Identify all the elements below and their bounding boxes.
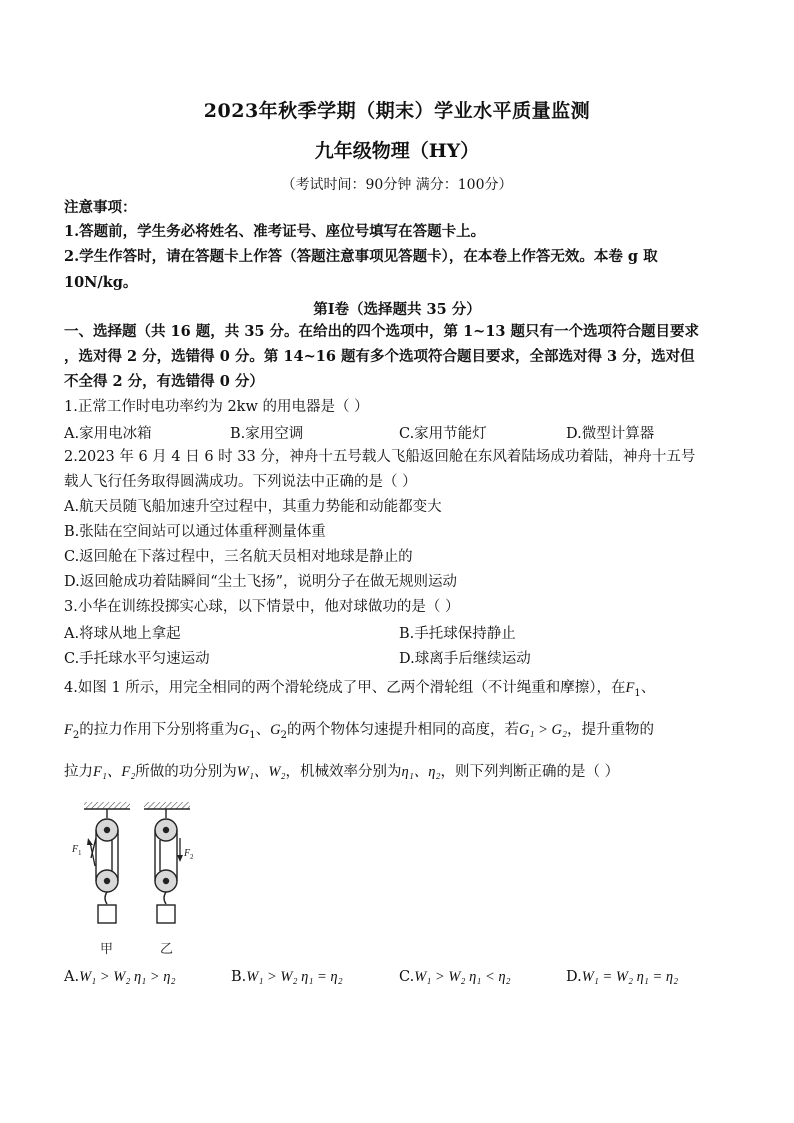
q1-option-c[interactable]: C.家用节能灯 <box>399 426 487 442</box>
q4-text-h: ，则下列判断正确的是（ ） <box>440 764 620 780</box>
pulley-system-right <box>155 809 177 923</box>
q4-var-g2-sub: 2 <box>280 729 287 741</box>
q4-option-a[interactable]: A.W₁ > W₂ η₁ > η₂ <box>64 969 176 985</box>
force-arrow-f1 <box>71 838 95 866</box>
f1-label: F <box>72 844 79 855</box>
section-intro: 一、选择题（共 16 题，共 35 分。在给出的四个选项中，第 1~13 题只有一个选项符合题目要求 <box>64 323 700 340</box>
q4-text-c: 的两个物体匀速提升相同的高度，若 <box>286 722 519 738</box>
q2-stem: 2.2023 年 6 月 4 日 6 时 33 分，神舟十五号载人飞船返回舱在东风着陆场成功着陆，神舟十五号 <box>64 449 696 465</box>
section-title: 第Ⅰ卷（选择题共 35 分） <box>313 301 481 318</box>
notice-item-2: 2.学生作答时，请在答题卡上作答（答题注意事项见答题卡），在本卷上作答无效。本卷 g 取 <box>64 248 658 265</box>
exam-title: 2023年秋季学期（期末）学业水平质量监测 <box>203 100 591 122</box>
q4-stem-text: 4.如图 1 所示，用完全相同的两个滑轮绕成了甲、乙两个滑轮组（不计绳重和摩擦），在 <box>64 680 626 696</box>
q4-var-g2: G <box>270 722 281 738</box>
q3-option-a[interactable]: A.将球从地上拿起 <box>64 626 181 642</box>
q4-var-g1-sub: 1 <box>249 729 256 741</box>
q4-text-a: 的拉力作用下分别将重为 <box>79 722 239 738</box>
notice-item-1: 1.答题前，学生务必将姓名、准考证号、座位号填写在答题卡上。 <box>64 223 486 240</box>
notice-heading: 注意事项： <box>64 199 137 216</box>
q4-text-d: ，提升重物的 <box>567 722 655 738</box>
f2-subscript: 2 <box>190 853 194 861</box>
q4-sep: 、 <box>640 680 656 696</box>
q3-option-c[interactable]: C.手托球水平匀速运动 <box>64 651 210 667</box>
q4-var-f2: F <box>64 722 73 738</box>
q4-forces: F₁、F₂ <box>93 764 136 780</box>
q4-text-g: ，机械效率分别为 <box>285 764 402 780</box>
q4-works: W₁、W₂ <box>236 764 286 780</box>
q1-option-a[interactable]: A.家用电冰箱 <box>64 426 152 442</box>
q4-var-g1: G <box>238 722 250 738</box>
q4-var-f1-sub: 1 <box>634 687 641 699</box>
q4-option-d[interactable]: D.W₁ = W₂ η₁ = η₂ <box>566 969 679 985</box>
q4-option-b[interactable]: B.W₁ > W₂ η₁ = η₂ <box>231 969 343 985</box>
q4-stem-line1 <box>64 678 744 704</box>
force-arrow-f2 <box>177 838 194 862</box>
q2-option-b[interactable]: B.张陆在空间站可以通过体重秤测量体重 <box>64 524 326 540</box>
q2-option-c[interactable]: C.返回舱在下落过程中，三名航天员相对地球是静止的 <box>64 549 413 565</box>
ceiling-left <box>84 802 130 809</box>
exam-subject: 九年级物理（HY） <box>314 140 480 162</box>
q1-option-b[interactable]: B.家用空调 <box>230 426 304 442</box>
ceiling-right <box>144 802 190 809</box>
q2-stem-cont: 载人飞行任务取得圆满成功。下列说法中正确的是（ ） <box>64 474 417 490</box>
q2-option-d[interactable]: D.返回舱成功着陆瞬间“尘土飞扬”，说明分子在做无规则运动 <box>64 574 458 590</box>
q4-var-f1: F <box>625 680 635 696</box>
q4-var-f2-sub: 2 <box>72 729 80 741</box>
q1-stem: 1.正常工作时电功率约为 2kw 的用电器是（ ） <box>64 399 369 415</box>
q4-stem-line2 <box>64 720 744 746</box>
exam-info: （考试时间：90分钟 满分：100分） <box>281 177 513 193</box>
f1-subscript: 1 <box>78 849 82 857</box>
q4-text-b: 、 <box>255 722 271 738</box>
q1-option-d[interactable]: D.微型计算器 <box>566 426 655 442</box>
section-intro-end: 不全得 2 分，有选错得 0 分） <box>64 373 264 390</box>
caption-left: 甲 <box>100 942 114 957</box>
q4-option-c[interactable]: C.W₁ > W₂ η₁ < η₂ <box>399 969 511 985</box>
pulley-figure <box>62 798 212 960</box>
q4-text-f: 所做的功分别为 <box>135 764 237 780</box>
q3-option-d[interactable]: D.球离手后继续运动 <box>399 651 531 667</box>
q4-efficiencies: η₁、η₂ <box>401 764 441 780</box>
q4-stem-line3 <box>64 762 744 782</box>
section-intro-cont: ，选对得 2 分，选错得 0 分。第 14~16 题有多个选项符合题目要求，全部选对得 3 分，选对但 <box>64 348 695 365</box>
q3-option-b[interactable]: B.手托球保持静止 <box>399 626 516 642</box>
pulley-system-left <box>91 809 118 923</box>
q4-compare: G₁ > G₂ <box>518 722 568 738</box>
caption-right: 乙 <box>160 942 174 957</box>
q2-option-a[interactable]: A.航天员随飞船加速升空过程中，其重力势能和动能都变大 <box>64 499 442 515</box>
f2-label: F <box>184 848 191 859</box>
q4-text-e: 拉力 <box>64 764 93 780</box>
notice-item-2-cont: 10N/kg。 <box>64 274 138 291</box>
q3-stem: 3.小华在训练投掷实心球，以下情景中，他对球做功的是（ ） <box>64 599 460 615</box>
